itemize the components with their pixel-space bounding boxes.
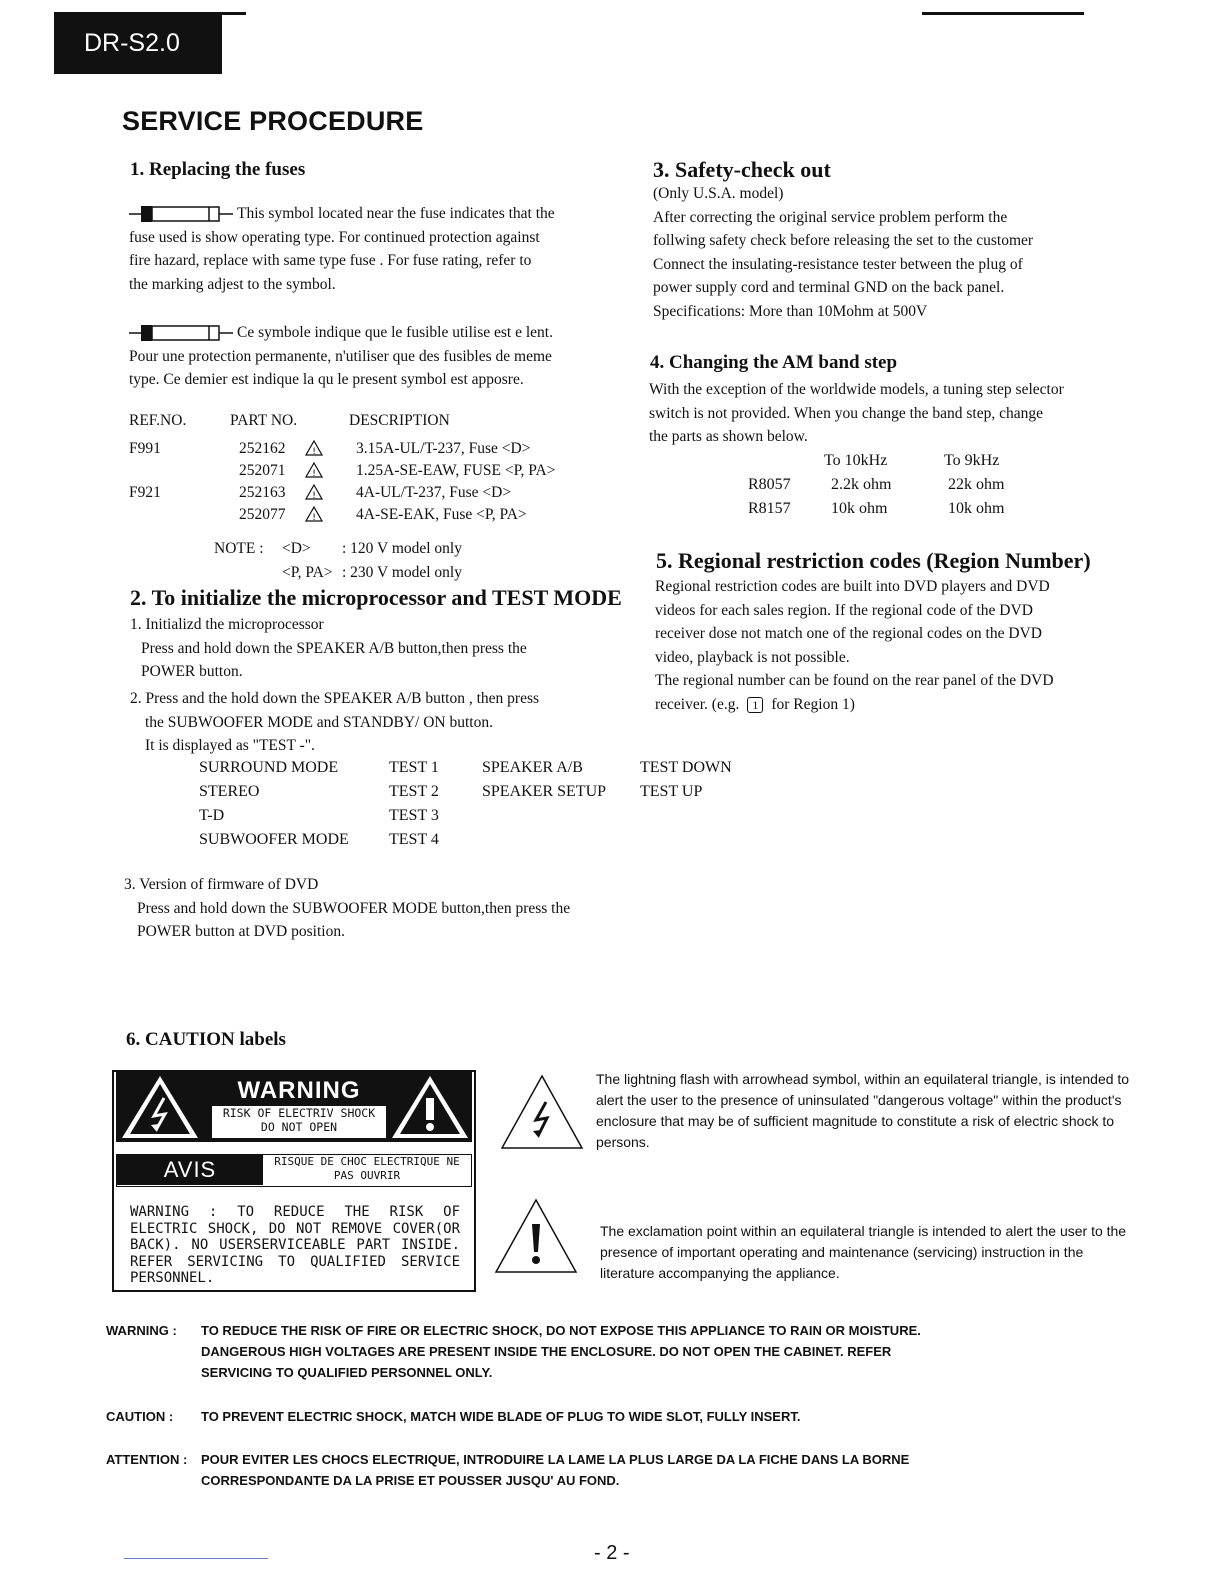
note-key: <P, PA> (282, 564, 333, 581)
section2-step1 (130, 613, 630, 684)
note-label: NOTE : (214, 540, 264, 557)
bottom-warning-text: TO REDUCE THE RISK OF FIRE OR ELECTRIC SHOCK, DO NOT EXPOSE THIS APPLIANCE TO RAIN OR MOISTURE. DANGEROUS HIGH VOLTAGES ARE PRESENT INSIDE THE ENCLOSURE. DO NOT OPEN THE CABINET. REFER SERVICING TO QUALIFIED PERSONNEL ONLY. (201, 1323, 921, 1380)
bottom-caution-label: CAUTION : (106, 1409, 174, 1424)
table-cell-part: 252162 (239, 440, 286, 457)
table-cell: 10k ohm (831, 500, 888, 517)
section3-line: follwing safety check before releasing the set to the customer (653, 232, 1034, 249)
section5-line: receiver dose not match one of the regional codes on the DVD (655, 625, 1042, 642)
section5-line: for Region 1) (771, 695, 855, 713)
test-table-cell: TEST 2 (389, 783, 439, 800)
section2-step2 (130, 687, 630, 758)
section1-fr-line: Ce symbole indique que le fusible utilise est e lent. (237, 324, 553, 341)
svg-text:!: ! (312, 491, 316, 500)
table-cell: 10k ohm (948, 500, 1005, 517)
section1-en-line: fire hazard, replace with same type fuse . For fuse rating, refer to (129, 252, 532, 269)
section3-heading: 3. Safety-check out (653, 157, 831, 182)
table-header: DESCRIPTION (349, 412, 450, 429)
test-table-cell: SUBWOOFER MODE (199, 831, 349, 848)
test-table-cell: TEST 1 (389, 759, 439, 776)
step-line: It is displayed as "TEST -". (145, 737, 315, 754)
page-title: SERVICE PROCEDURE (122, 106, 424, 136)
step-line: Press and hold down the SPEAKER A/B button,then press the (141, 639, 527, 657)
table-header: To 10kHz (824, 452, 888, 469)
table-cell-ref: F921 (129, 484, 161, 501)
bottom-caution-text: TO PREVENT ELECTRIC SHOCK, MATCH WIDE BLADE OF PLUG TO WIDE SLOT, FULLY INSERT. (201, 1409, 801, 1424)
footer-rule (124, 1558, 268, 1559)
table-cell: R8057 (748, 476, 791, 493)
section1-en-line: the marking adjest to the symbol. (129, 275, 336, 293)
step-line: Press and hold down the SUBWOOFER MODE button,then press the (137, 899, 571, 917)
note-value: : 120 V model only (342, 540, 462, 557)
safety-triangle-icon (305, 506, 323, 522)
region-number-icon: 1 (747, 697, 763, 713)
model-tab: DR-S2.0 (54, 12, 222, 74)
warning-subtitle-line: DO NOT OPEN (260, 1120, 338, 1134)
section3-line: Specifications: More than 10Mohm at 500V (653, 302, 928, 320)
section6-heading: 6. CAUTION labels (126, 1029, 286, 1050)
warning-banner (116, 1072, 472, 1142)
table-cell-desc: 1.25A-SE-EAW, FUSE <P, PA> (356, 462, 556, 479)
section4-text (649, 378, 1129, 449)
test-table-cell: STEREO (199, 783, 260, 800)
fuse-table (129, 412, 599, 527)
section3-line: Connect the insulating-resistance tester between the plug of (653, 255, 1023, 273)
table-header: To 9kHz (944, 452, 1000, 469)
section1-heading: 1. Replacing the fuses (130, 159, 306, 180)
exclamation-triangle-icon (494, 1198, 578, 1274)
section5-line: Regional restriction codes are built into DVD players and DVD (655, 578, 1050, 595)
caution-label (112, 1070, 476, 1292)
svg-text:!: ! (312, 447, 316, 456)
table-cell-desc: 3.15A-UL/T-237, Fuse <D> (356, 440, 531, 457)
page-number: - 2 - (594, 1542, 630, 1564)
table-cell-desc: 4A-UL/T-237, Fuse <D> (356, 484, 512, 501)
avis-subtitle (263, 1155, 471, 1183)
avis-title: AVIS (117, 1155, 263, 1185)
step-title: 1. Initializd the microprocessor (130, 616, 324, 633)
bottom-attention-label: ATTENTION : (106, 1452, 188, 1467)
label-warning-text: WARNING : TO REDUCE THE RISK OF ELECTRIC SHOCK, DO NOT REMOVE COVER(OR BACK). NO USERSERVICEABLE PART INSIDE. REFER SERVICING TO QUALIFIED SERVICE PERSONNEL. (130, 1204, 460, 1286)
step-title: 3. Version of firmware of DVD (124, 876, 319, 893)
am-step-table (748, 452, 1028, 522)
section1-english-text (129, 202, 619, 296)
section4-line: the parts as shown below. (649, 428, 808, 445)
test-table-cell: SURROUND MODE (199, 759, 339, 776)
warning-subtitle (212, 1106, 386, 1138)
svg-text:!: ! (312, 513, 316, 522)
section5-line: receiver. (e.g. (655, 695, 740, 713)
lightning-symbol-text: The lightning flash with arrowhead symbol, within an equilateral triangle, is intended to alert the user to the presence of uninsulated "dangerous voltage" within the product's enclosure that may be of sufficient magnitude to constitute a risk of electric shock to persons. (596, 1071, 1130, 1150)
section5-line: video, playback is not possible. (655, 648, 850, 666)
bottom-attention-text: POUR EVITER LES CHOCS ELECTRIQUE, INTRODUIRE LA LAME LA PLUS LARGE DA LA FICHE DANS LA BORNE CORRESPONDANTE DA LA PRISE ET POUSSER JUSQU' AU FOND. (201, 1452, 910, 1488)
note-key: <D> (282, 540, 311, 557)
section3-line: power supply cord and terminal GND on the back panel. (653, 279, 1005, 296)
fuse-symbol-icon (129, 204, 233, 224)
table-cell-part: 252071 (239, 462, 286, 479)
table-cell: 22k ohm (948, 476, 1005, 493)
test-mode-table (199, 759, 759, 855)
warning-title: WARNING (237, 1077, 361, 1104)
section5-heading: 5. Regional restriction codes (Region Number) (656, 548, 1091, 573)
section1-fr-line: type. Ce demier est indique la qu le present symbol est apposre. (129, 371, 524, 388)
section5-text (655, 575, 1125, 716)
fuse-symbol-icon (129, 323, 233, 343)
avis-banner (116, 1154, 472, 1187)
section1-en-line: fuse used is show operating type. For continued protection against (129, 228, 540, 246)
table-header: REF.NO. (129, 412, 187, 429)
bottom-warning-label: WARNING : (106, 1323, 177, 1338)
table-cell-part: 252077 (239, 506, 286, 523)
exclamation-triangle-icon (390, 1074, 470, 1140)
warning-subtitle-line: RISK OF ELECTRIV SHOCK (222, 1106, 376, 1120)
section3-line: After correcting the original service problem perform the (653, 208, 1008, 226)
step-line: POWER button at DVD position. (137, 923, 345, 940)
safety-triangle-icon (305, 440, 323, 456)
lightning-triangle-icon (120, 1074, 200, 1140)
table-cell-part: 252163 (239, 484, 286, 501)
table-cell: 2.2k ohm (831, 476, 892, 493)
test-table-cell: SPEAKER SETUP (482, 783, 607, 800)
section5-line: videos for each sales region. If the regional code of the DVD (655, 601, 1033, 619)
step-title: 2. Press and the hold down the SPEAKER A/B button , then press (130, 690, 540, 707)
lightning-triangle-icon (500, 1074, 584, 1150)
table-cell: R8157 (748, 500, 791, 517)
note-value: : 230 V model only (342, 564, 462, 581)
section2-step3 (124, 873, 644, 944)
section4-heading: 4. Changing the AM band step (650, 352, 898, 373)
test-table-cell: TEST 3 (389, 807, 439, 824)
avis-subtitle-line: RISQUE DE CHOC ELECTRIQUE NE (274, 1155, 460, 1168)
fuse-notes (214, 540, 514, 588)
section4-line: With the exception of the worldwide models, a tuning step selector (649, 381, 1064, 398)
section3-text (653, 182, 1123, 323)
svg-text:!: ! (312, 469, 316, 478)
section4-line: switch is not provided. When you change the band step, change (649, 404, 1044, 422)
section3-line: (Only U.S.A. model) (653, 185, 784, 202)
table-cell-desc: 4A-SE-EAK, Fuse <P, PA> (356, 506, 527, 523)
section1-french-text (129, 321, 619, 392)
header-rule (222, 12, 246, 15)
safety-triangle-icon (305, 484, 323, 500)
test-table-cell: TEST UP (640, 783, 703, 800)
header-rule-right (922, 12, 1084, 15)
section2-heading: 2. To initialize the microprocessor and TEST MODE (130, 585, 622, 610)
safety-triangle-icon (305, 462, 323, 478)
table-cell-ref: F991 (129, 440, 161, 457)
table-header: PART NO. (230, 412, 298, 429)
section5-line: The regional number can be found on the rear panel of the DVD (655, 672, 1054, 689)
test-table-cell: TEST 4 (389, 831, 439, 848)
test-table-cell: TEST DOWN (640, 759, 732, 776)
step-line: the SUBWOOFER MODE and STANDBY/ ON button. (145, 713, 493, 731)
test-table-cell: SPEAKER A/B (482, 759, 583, 776)
test-table-cell: T-D (199, 807, 225, 824)
section1-en-line: This symbol located near the fuse indicates that the (237, 205, 555, 222)
avis-subtitle-line: PAS OUVRIR (333, 1169, 401, 1182)
section1-fr-line: Pour une protection permanente, n'utiliser que des fusibles de meme (129, 347, 552, 365)
exclamation-symbol-text: The exclamation point within an equilateral triangle is intended to alert the user to the presence of important operating and maintenance (servicing) instruction in the literature accompanying the appliance. (600, 1223, 1127, 1281)
step-line: POWER button. (141, 663, 243, 680)
